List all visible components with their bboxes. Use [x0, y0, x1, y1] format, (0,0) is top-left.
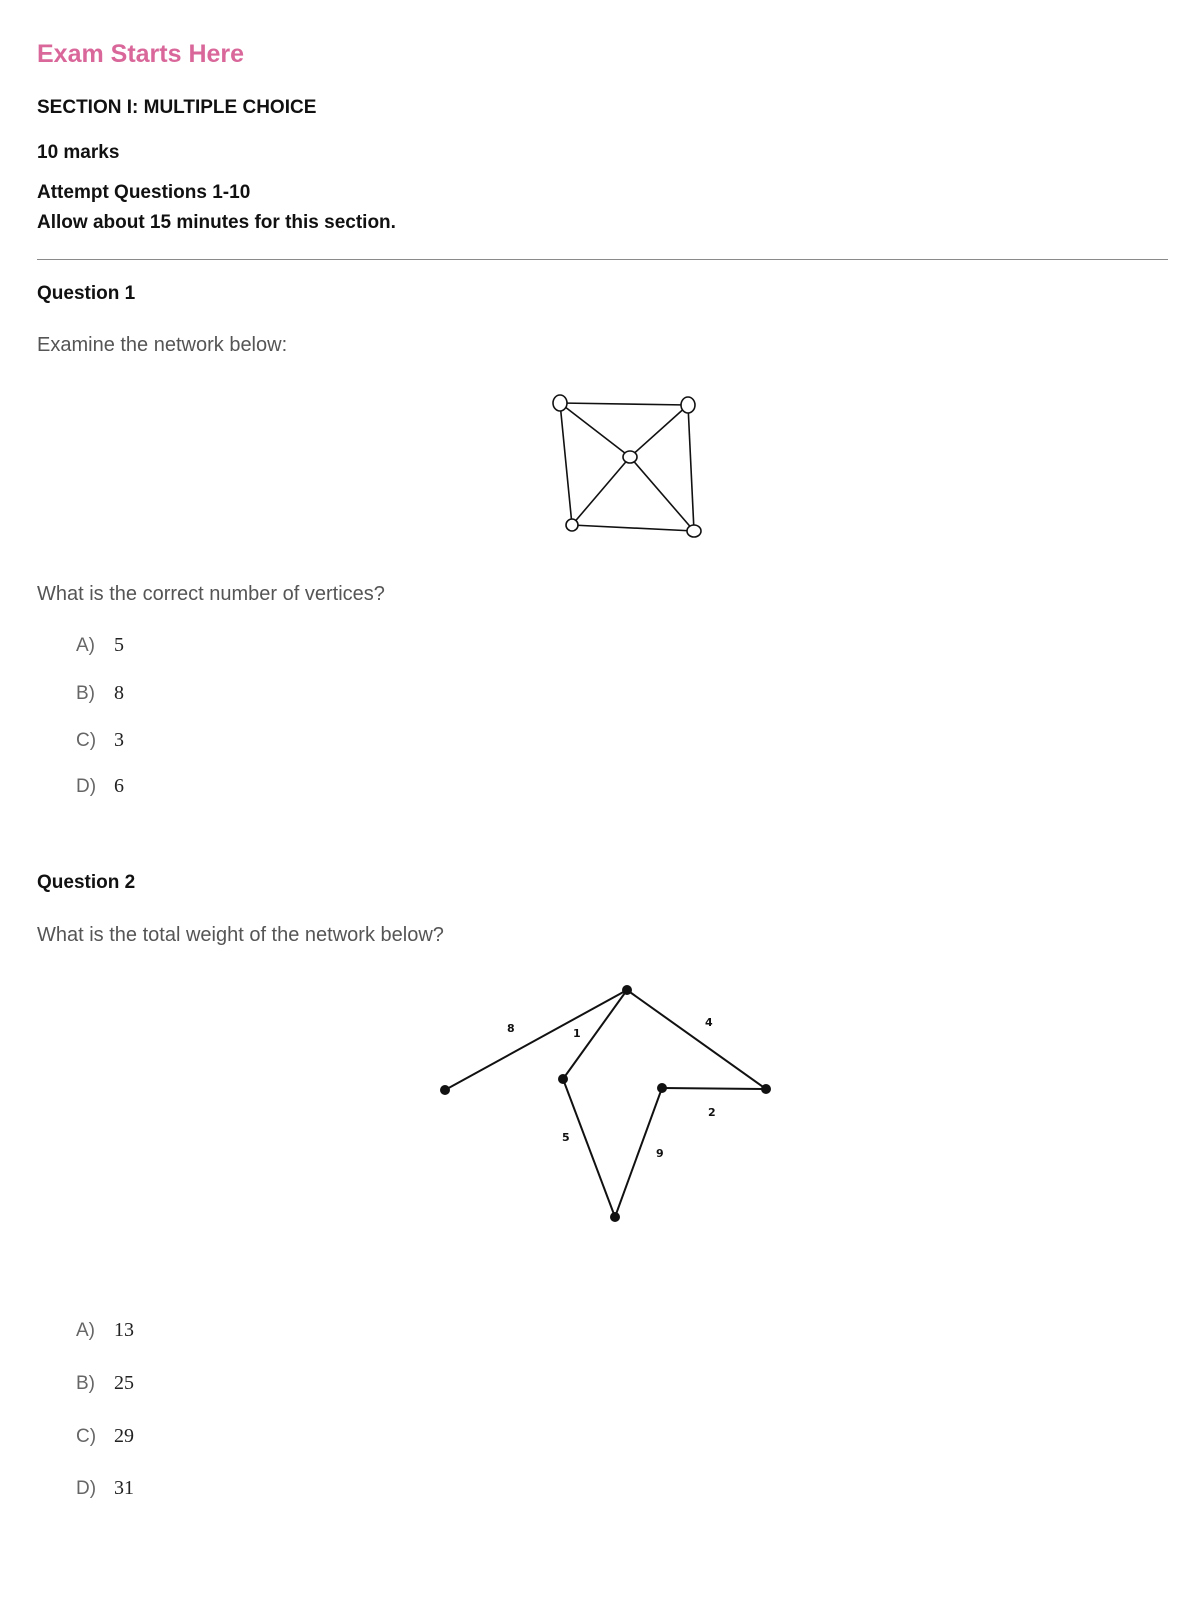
edge — [615, 1088, 662, 1217]
option-value: 6 — [114, 775, 124, 797]
edge — [630, 457, 694, 531]
marks-text: 10 marks — [37, 142, 120, 163]
question-1-prompt: Examine the network below: — [37, 334, 288, 356]
edge — [630, 405, 688, 457]
question-2-option-a[interactable] — [76, 1319, 134, 1342]
option-value: 8 — [114, 682, 124, 704]
question-2-text: What is the total weight of the network below? — [37, 924, 444, 946]
question-2-label: Question 2 — [37, 872, 136, 893]
edge — [572, 457, 630, 525]
edge — [445, 990, 627, 1090]
edge — [560, 403, 688, 405]
edge-weight-label: 2 — [708, 1106, 716, 1119]
option-letter: B) — [76, 683, 95, 704]
option-letter: B) — [76, 1373, 95, 1394]
edge — [688, 405, 694, 531]
vertex — [558, 1074, 568, 1084]
edge — [563, 1079, 615, 1217]
option-letter: C) — [76, 730, 97, 751]
option-letter: D) — [76, 776, 97, 797]
edge — [662, 1088, 766, 1089]
option-letter: D) — [76, 1478, 97, 1499]
question-1-text: What is the correct number of vertices? — [37, 583, 385, 605]
option-value: 29 — [114, 1425, 134, 1447]
vertex — [681, 397, 695, 413]
vertex — [657, 1083, 667, 1093]
option-letter: A) — [76, 635, 95, 656]
question-2-option-b[interactable] — [76, 1372, 134, 1395]
question-2-option-c[interactable] — [76, 1425, 134, 1448]
allow-text: Allow about 15 minutes for this section. — [37, 212, 396, 233]
vertex — [622, 985, 632, 995]
section-heading: SECTION I: MULTIPLE CHOICE — [37, 97, 317, 118]
option-value: 3 — [114, 729, 124, 751]
vertex — [761, 1084, 771, 1094]
edge-weight-label: 1 — [573, 1027, 581, 1040]
question-1-label: Question 1 — [37, 283, 136, 304]
attempt-text: Attempt Questions 1-10 — [37, 182, 251, 203]
question-1-network-diagram — [540, 385, 720, 550]
edge — [560, 403, 572, 525]
option-letter: A) — [76, 1320, 95, 1341]
edge-weight-label: 5 — [562, 1131, 570, 1144]
vertex — [553, 395, 567, 411]
option-letter: C) — [76, 1426, 97, 1447]
section-divider — [37, 259, 1168, 260]
page-title: Exam Starts Here — [37, 40, 245, 68]
question-1-option-c[interactable] — [76, 729, 124, 752]
vertex — [610, 1212, 620, 1222]
edge-weight-label: 9 — [656, 1147, 664, 1160]
edge-weight-label: 8 — [507, 1022, 515, 1035]
question-1-option-d[interactable] — [76, 775, 124, 798]
question-1-option-a[interactable] — [76, 634, 124, 657]
edge-weight-label: 4 — [705, 1016, 713, 1029]
option-value: 31 — [114, 1477, 134, 1499]
edge — [572, 525, 694, 531]
question-1-option-b[interactable] — [76, 682, 124, 705]
edge — [560, 403, 630, 457]
vertex — [566, 519, 578, 531]
vertex — [440, 1085, 450, 1095]
question-2-option-d[interactable] — [76, 1477, 134, 1500]
vertex — [623, 451, 637, 463]
question-2-network-diagram — [420, 965, 780, 1225]
option-value: 5 — [114, 634, 124, 656]
vertex — [687, 525, 701, 537]
edge — [627, 990, 766, 1089]
option-value: 25 — [114, 1372, 134, 1394]
option-value: 13 — [114, 1319, 134, 1341]
